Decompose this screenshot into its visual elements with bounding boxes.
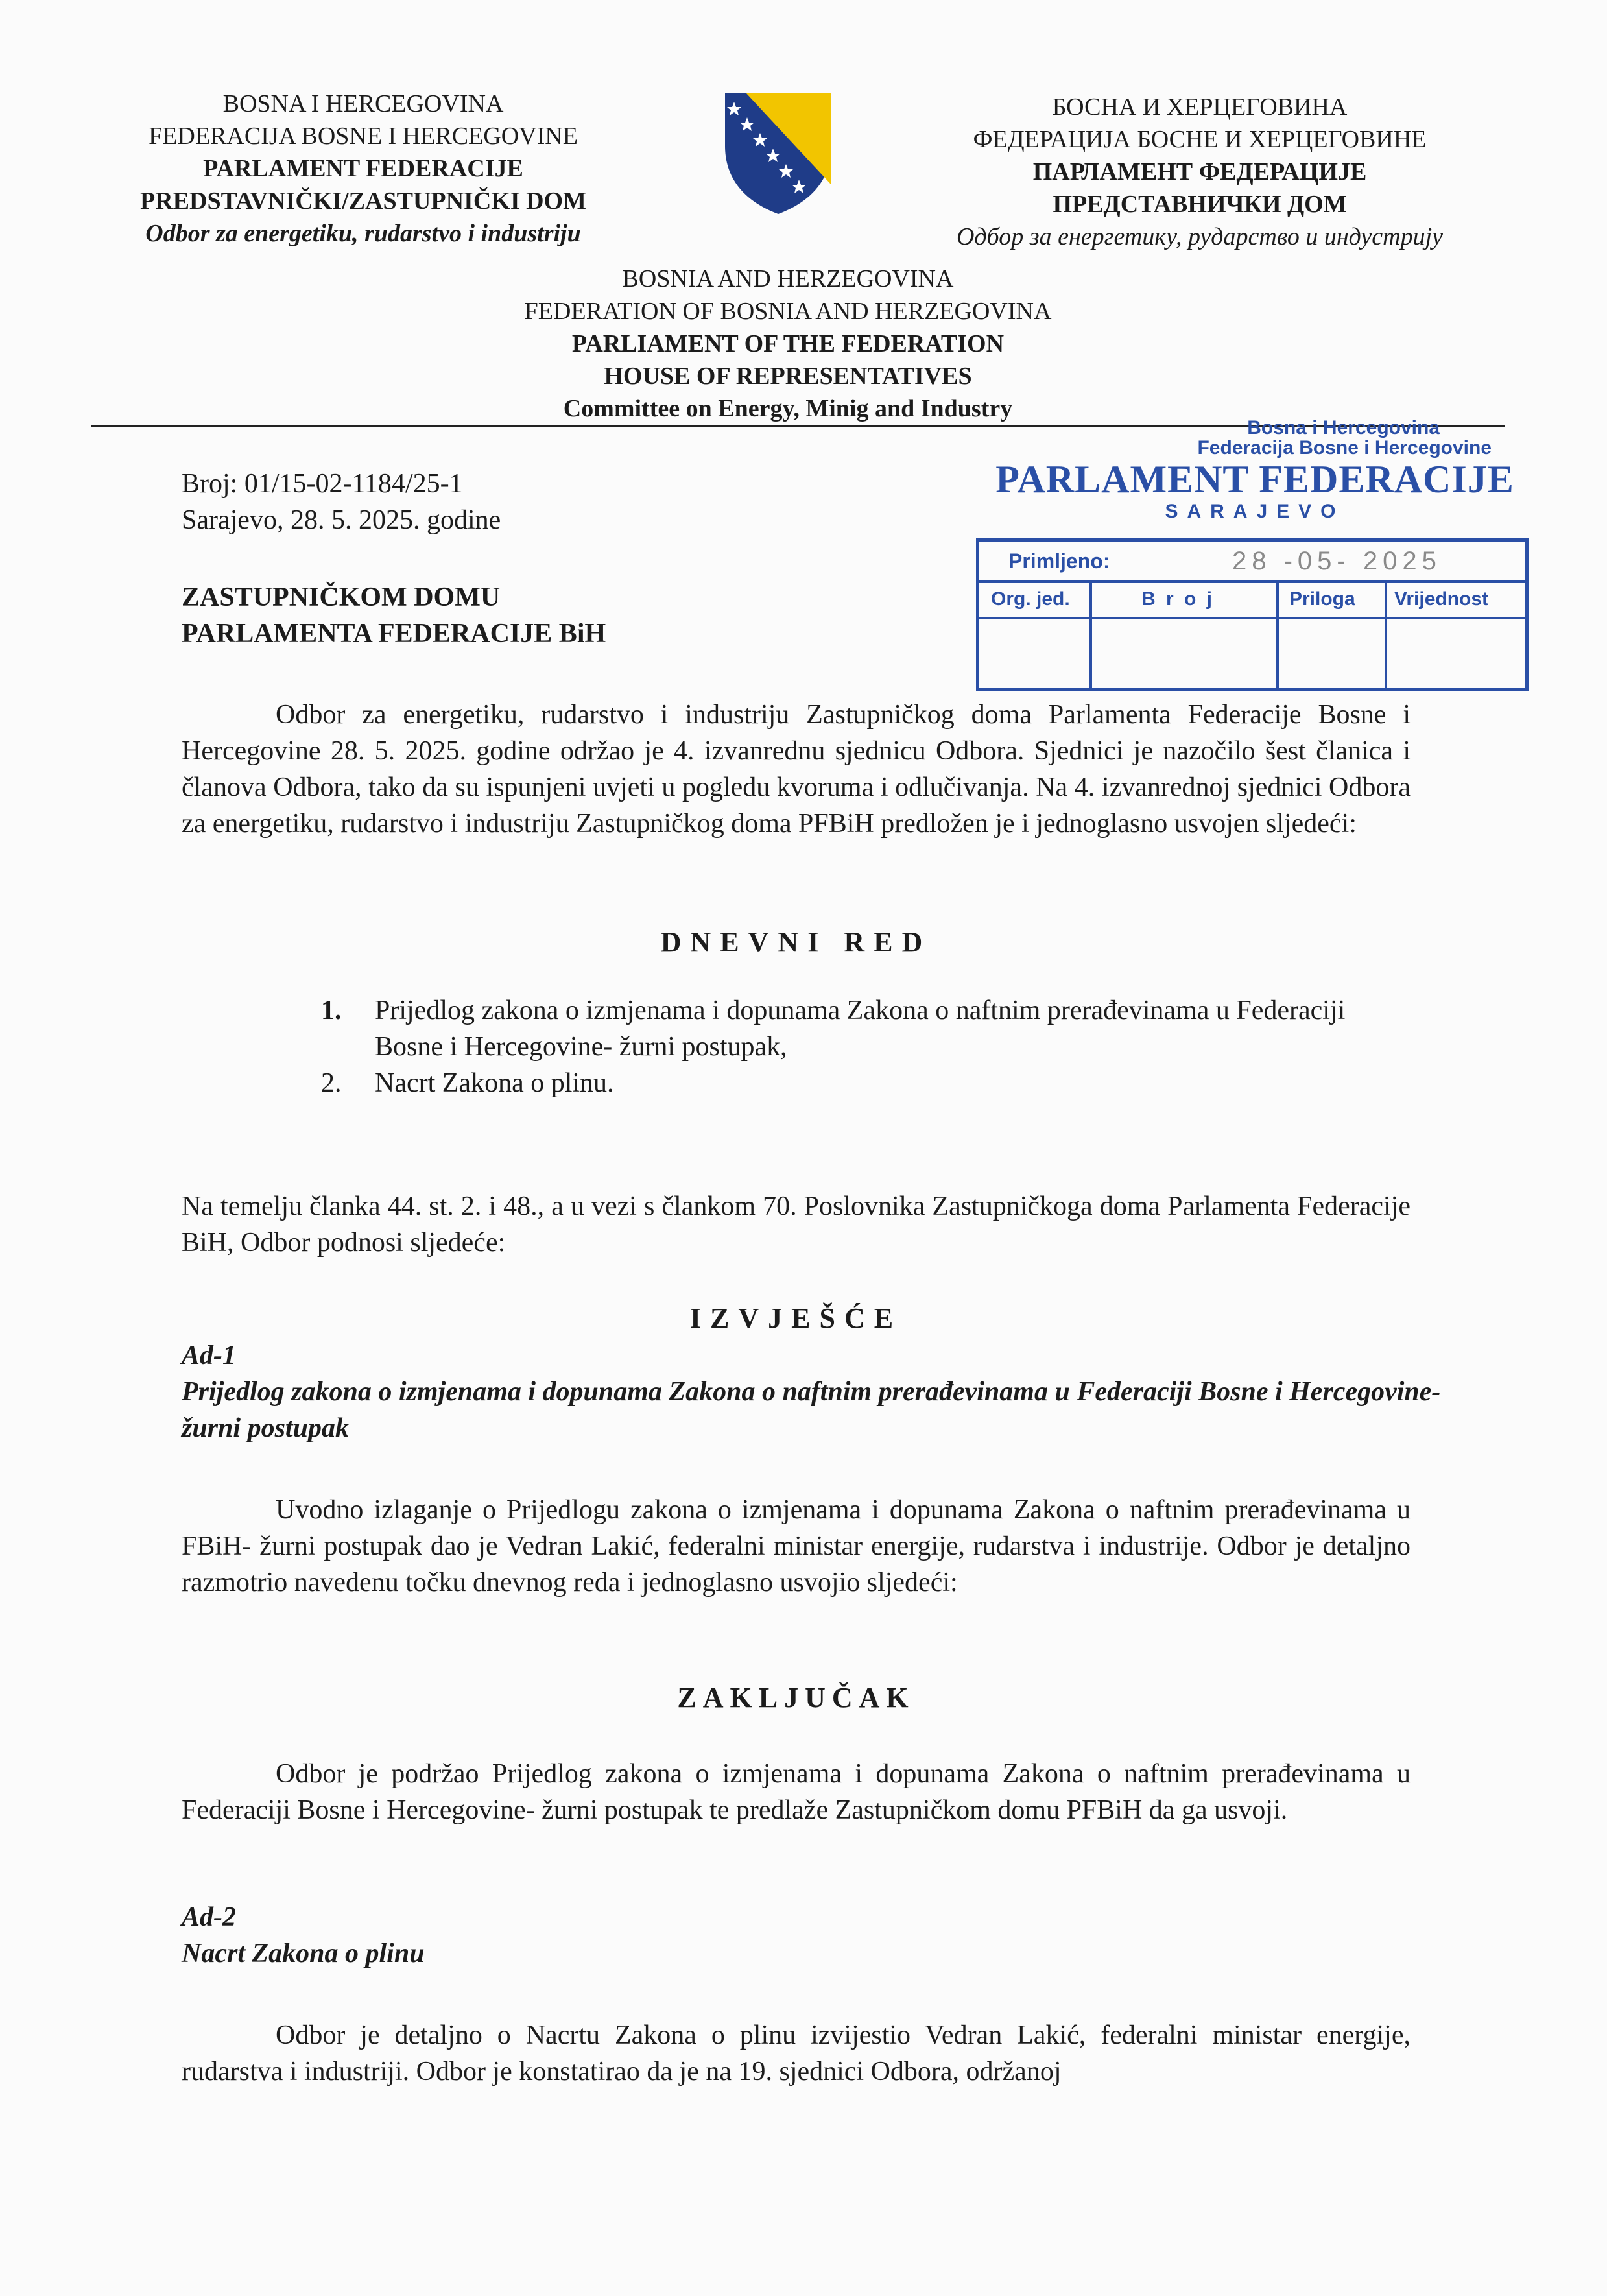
stamp-column-divider [1276, 580, 1279, 688]
conclusion-title: ZAKLJUČAK [677, 1682, 915, 1714]
header-right-line: БОСНА И ХЕРЦЕГОВИНА [1052, 93, 1348, 121]
stamp-col-vrijednost: Vrijednost [1394, 588, 1489, 610]
header-left-line: BOSNA I HERCEGOVINA [222, 90, 504, 117]
conclusion-paragraph: Odbor je podržao Prijedlog zakona o izmjenama i dopunama Zakona o naftnim prerađevinama u Federaciji Bosne i Hercegovine- žurni postupak te predlaže Zastupničkom domu PFBiH da ga usvoji. [182, 1759, 1411, 1825]
header-right-line: ПРЕДСТАВНИЧКИ ДОМ [1053, 191, 1347, 218]
ad2-title: Nacrt Zakona o plinu [182, 1939, 425, 1968]
agenda-item [321, 992, 1417, 1065]
recipient-line: ZASTUPNIČKOM DOMU [182, 582, 501, 612]
header-left-line: PREDSTAVNIČKI/ZASTUPNIČKI DOM [140, 187, 586, 215]
header-center-line: BOSNIA AND HERZEGOVINA [622, 265, 954, 293]
agenda-item-number: 1. [321, 996, 342, 1025]
agenda-item-text: Prijedlog zakona o izmjenama i dopunama Zakona o naftnim prerađevinama u Federaciji Bosne i Hercegovine- žurni postupak, [375, 996, 1346, 1062]
header-left-line: PARLAMENT FEDERACIJE [203, 155, 523, 182]
stamp-title: PARLAMENT FEDERACIJE [995, 458, 1514, 501]
header-center-line: HOUSE OF REPRESENTATIVES [604, 363, 972, 390]
stamp-received-row [979, 542, 1525, 583]
recipient-line: PARLAMENTA FEDERACIJE BiH [182, 619, 606, 649]
stamp-column-divider [1385, 580, 1387, 688]
legal-basis-paragraph: Na temelju članka 44. st. 2. i 48., a u vezi s člankom 70. Poslovnika Zastupničkoga doma Parlamenta Federacije BiH, Odbor podnosi sljedeće: [182, 1191, 1411, 1258]
agenda-item-number: 2. [321, 1068, 342, 1098]
ad1-paragraph: Uvodno izlaganje o Prijedlogu zakona o izmjenama i dopunama Zakona o naftnim prerađevinama u FBiH- žurni postupak dao je Vedran Lakić, federalni ministar energije, rudarstva i industrije. Odbor je detaljno razmotrio navedenu točku dnevnog reda i jednoglasno usvojio sljedeći: [182, 1495, 1411, 1597]
ad1-label: Ad-1 [182, 1341, 236, 1370]
header-right [921, 91, 1479, 253]
header-center-line: FEDERATION OF BOSNIA AND HERZEGOVINA [524, 298, 1052, 325]
ad1-title: Prijedlog zakona o izmjenama i dopunama Zakona o naftnim prerađevinama u Federaciji Bosne i Hercegovine- žurni postupak [182, 1377, 1441, 1443]
intro-paragraph: Odbor za energetiku, rudarstvo i industriju Zastupničkog doma Parlamenta Federacije Bosne i Hercegovine 28. 5. 2025. godine održao je 4. izvanrednu sjednicu Odbora. Sjednici je nazočilo šest članica i članova Odbora, tako da su ispunjeni uvjeti u pogledu kvoruma i odlučivanja. Na 4. izvanrednoj sjednici Odbora za energetiku, rudarstvo i industriju Zastupničkog doma PFBiH predložen je i jednoglasno usvojen sljedeći: [182, 700, 1411, 839]
document-meta [182, 466, 960, 538]
header-right-committee: Одбор за енергетику, рударство и индустрију [956, 223, 1444, 250]
agenda-item [321, 1065, 1417, 1101]
bih-coat-of-arms-icon [720, 88, 837, 217]
header-right-line: ПАРЛАМЕНТ ФЕДЕРАЦИЈЕ [1032, 158, 1367, 185]
stamp-received-label: Primljeno: [1008, 549, 1110, 573]
header-left-committee: Odbor za energetiku, rudarstvo i industriju [145, 220, 581, 247]
document-number: Broj: 01/15-02-1184/25-1 [182, 469, 463, 499]
header-right-line: ФЕДЕРАЦИЈА БОСНЕ И ХЕРЦЕГОВИНЕ [973, 126, 1427, 153]
ad2-label: Ad-2 [182, 1902, 236, 1932]
report-title: IZVJEŠĆE [689, 1302, 903, 1334]
stamp-column-divider [1089, 580, 1092, 688]
stamp-col-org: Org. jed. [991, 588, 1070, 610]
stamp-line: Bosna i Hercegovina [1247, 417, 1440, 438]
agenda-item-text: Nacrt Zakona o plinu. [375, 1068, 614, 1098]
stamp-city: SARAJEVO [1165, 501, 1345, 522]
document-place-date: Sarajevo, 28. 5. 2025. godine [182, 505, 501, 535]
ad2-heading [182, 1899, 1414, 1972]
ad2-paragraph: Odbor je detaljno o Nacrtu Zakona o plinu izvijestio Vedran Lakić, federalni ministar energije, rudarstva i industriji. Odbor je konstatirao da je na 19. sjednici Odbora, održanoj [182, 2020, 1411, 2087]
stamp-col-broj: B r o j [1141, 588, 1215, 610]
header-center-line: PARLIAMENT OF THE FEDERATION [571, 330, 1005, 357]
stamp-line: Federacija Bosne i Hercegovine [1197, 437, 1492, 459]
header-left [110, 88, 616, 250]
reception-stamp [973, 418, 1537, 691]
header-left-line: FEDERACIJA BOSNE I HERCEGOVINE [149, 123, 578, 150]
recipient [182, 579, 960, 652]
header-center [415, 263, 1161, 425]
stamp-heading [973, 418, 1537, 523]
stamp-received-date: 28 -05- 2025 [1232, 547, 1442, 575]
agenda-list [321, 992, 1417, 1101]
stamp-col-priloga: Priloga [1289, 588, 1355, 610]
agenda-title: DNEVNI RED [660, 926, 932, 958]
stamp-box [976, 538, 1529, 691]
ad1-heading [182, 1337, 1446, 1446]
header-center-committee: Committee on Energy, Minig and Industry [563, 395, 1013, 422]
